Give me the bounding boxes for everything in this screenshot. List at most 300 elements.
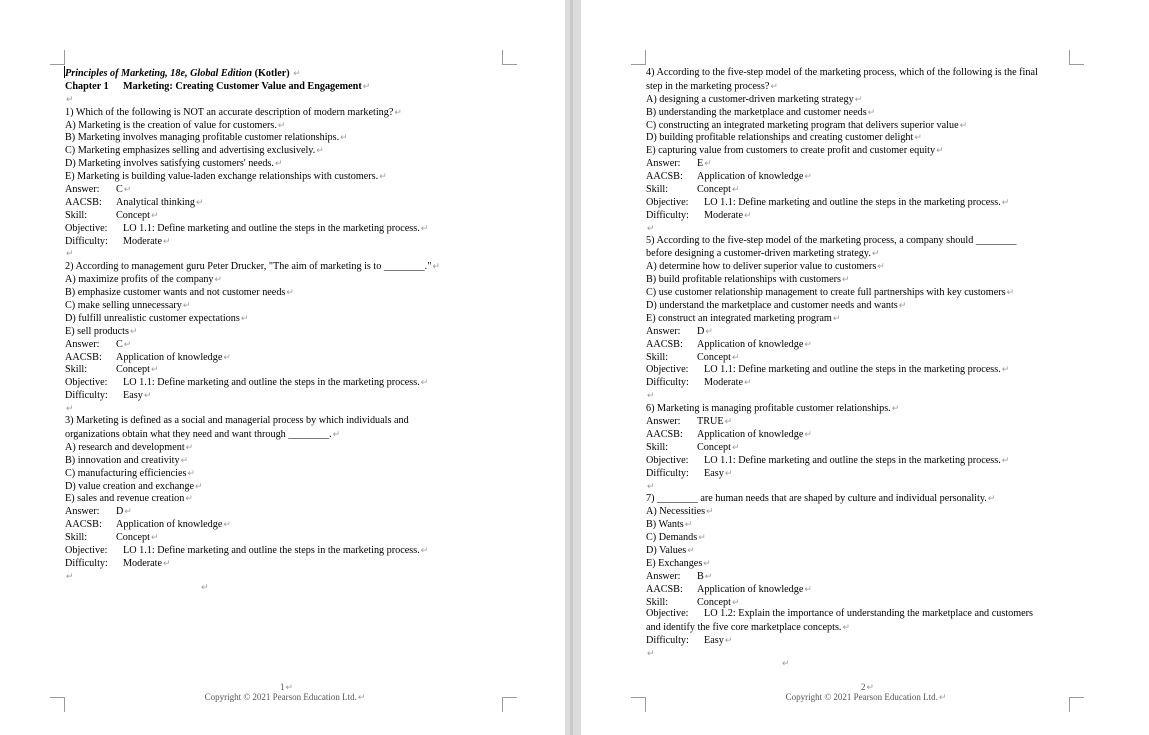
question-stem-line	[646, 235, 1081, 248]
answer-option	[646, 286, 1081, 299]
aacsb-value: Application of knowledge	[697, 583, 804, 595]
paragraph-mark: ↵	[684, 519, 693, 530]
objective-value: LO 1.1: Define marketing and outline the steps in the marketing process.	[123, 544, 420, 556]
answer-option	[65, 157, 485, 170]
paragraph-mark: ↵	[866, 682, 875, 692]
objective-line	[646, 196, 1081, 209]
objective-label: Objective:	[646, 364, 689, 376]
question-stem-text: 2) According to management guru Peter Drucker, "The aim of marketing is to ________."	[65, 261, 432, 273]
aacsb-line	[646, 583, 1081, 596]
paragraph-mark: ↵	[420, 377, 429, 388]
crop-mark-bottom-right	[1069, 697, 1084, 712]
paragraph-mark: ↵	[185, 441, 194, 452]
paragraph-mark: ↵	[150, 532, 159, 543]
difficulty-value: Easy	[704, 467, 724, 479]
paragraph-mark: ↵	[647, 648, 655, 659]
paragraph-mark: ↵	[841, 274, 850, 285]
question-stem-text: 4) According to the five-step model of the marketing process, which of the following is the final	[646, 67, 1038, 78]
skill-value: Concept	[697, 184, 731, 196]
document-page-1[interactable]	[0, 0, 565, 735]
paragraph-mark: ↵	[698, 532, 706, 543]
paragraph-mark: ↵	[223, 351, 231, 362]
paragraph-mark: ↵	[150, 364, 159, 375]
aacsb-label: AACSB:	[65, 351, 102, 363]
objective-label: Objective:	[65, 544, 108, 556]
paragraph-mark: ↵	[867, 106, 876, 117]
copyright-text: Copyright © 2021 Pearson Education Ltd.	[785, 692, 938, 702]
answer-option	[646, 260, 1081, 273]
paragraph-mark: ↵	[731, 441, 740, 452]
answer-value: D	[697, 325, 705, 337]
objective-line	[65, 376, 485, 389]
paragraph-mark: ↵	[394, 106, 402, 117]
paragraph-mark: ↵	[804, 338, 812, 349]
skill-value: Concept	[116, 364, 150, 376]
paragraph-mark: ↵	[854, 93, 863, 104]
objective-label: Objective:	[646, 608, 689, 620]
answer-option	[646, 299, 1081, 312]
question-stem-line	[65, 415, 485, 428]
answer-option-text: C) Demands	[646, 532, 698, 544]
answer-option	[65, 467, 485, 480]
paragraph-mark: ↵	[914, 132, 922, 143]
skill-label: Skill:	[646, 596, 669, 608]
paragraph-mark: ↵	[66, 93, 74, 104]
page-number-text: 2	[861, 682, 866, 692]
answer-option-text: E) sell products	[65, 325, 129, 337]
paragraph-mark: ↵	[163, 557, 171, 568]
skill-line	[65, 363, 485, 376]
answer-value: B	[697, 570, 704, 582]
paragraph-mark: ↵	[214, 274, 223, 285]
paragraph-mark: ↵	[194, 480, 203, 491]
skill-label: Skill:	[646, 351, 669, 363]
answer-option-text: C) Marketing emphasizes selling and advertising exclusively.	[65, 145, 316, 157]
empty-paragraph	[646, 222, 1081, 235]
answer-value: C	[116, 184, 123, 196]
paragraph-mark: ↵	[362, 80, 371, 91]
difficulty-line	[646, 209, 1081, 222]
aacsb-value: Application of knowledge	[697, 171, 804, 183]
paragraph-mark: ↵	[959, 119, 968, 130]
page-gutter	[565, 0, 581, 735]
paragraph-mark: ↵	[150, 209, 159, 220]
paragraph-mark: ↵	[379, 171, 387, 182]
answer-option-text: D) value creation and exchange	[65, 480, 194, 492]
paragraph-mark: ↵	[420, 544, 429, 555]
crop-mark-top-right	[502, 50, 517, 65]
empty-paragraph	[646, 480, 1081, 493]
chapter-heading	[65, 80, 485, 93]
skill-line	[646, 441, 1081, 454]
paragraph-mark: ↵	[357, 692, 366, 702]
paragraph-mark: ↵	[1001, 196, 1010, 207]
difficulty-label: Difficulty:	[65, 557, 108, 569]
difficulty-label: Difficulty:	[65, 390, 108, 402]
answer-option	[65, 119, 485, 132]
paragraph-mark: ↵	[201, 582, 209, 592]
difficulty-value: Moderate	[704, 209, 744, 221]
answer-option	[65, 144, 485, 157]
answer-option	[65, 131, 485, 144]
answer-option	[65, 299, 485, 312]
page-1-body[interactable]	[65, 67, 485, 583]
aacsb-label: AACSB:	[65, 196, 102, 208]
answer-option-text: E) Exchanges	[646, 557, 703, 569]
answer-option	[646, 106, 1081, 119]
aacsb-line	[646, 170, 1081, 183]
question-stem-line	[65, 428, 485, 441]
paragraph-mark: ↵	[706, 506, 714, 517]
answer-option-text: D) Marketing involves satisfying customers' needs.	[65, 158, 274, 170]
question-stem-text: organizations obtain what they need and want through ________.	[65, 428, 332, 440]
book-author: (Kotler)	[252, 68, 293, 79]
paragraph-mark: ↵	[1001, 454, 1010, 465]
answer-label: Answer:	[65, 184, 100, 196]
empty-paragraph	[65, 570, 485, 583]
paragraph-mark: ↵	[987, 493, 996, 504]
question-list	[65, 106, 485, 583]
aacsb-line	[65, 518, 485, 531]
answer-option	[65, 480, 485, 493]
objective-label: Objective:	[646, 196, 689, 208]
answer-option	[646, 144, 1081, 157]
answer-option-text: B) emphasize customer wants and not customer needs	[65, 287, 286, 299]
aacsb-line	[646, 338, 1081, 351]
answer-option	[65, 170, 485, 183]
answer-label: Answer:	[646, 416, 681, 428]
answer-label: Answer:	[646, 570, 681, 582]
paragraph-mark: ↵	[938, 692, 947, 702]
paragraph-mark: ↵	[285, 682, 294, 692]
paragraph-mark: ↵	[129, 325, 138, 336]
paragraph-mark: ↵	[782, 658, 790, 668]
objective-line	[646, 454, 1081, 467]
paragraph-mark: ↵	[724, 635, 733, 646]
objective-label: Objective:	[65, 222, 108, 234]
paragraph-mark: ↵	[704, 158, 712, 169]
chapter-label: Chapter 1	[65, 80, 109, 92]
difficulty-line	[65, 235, 485, 248]
answer-option-text: A) Necessities	[646, 506, 706, 518]
paragraph-mark: ↵	[804, 171, 812, 182]
aacsb-label: AACSB:	[646, 171, 683, 183]
question-stem-text: 3) Marketing is defined as a social and managerial process by which individuals and	[65, 415, 409, 427]
answer-value: E	[697, 158, 704, 170]
difficulty-label: Difficulty:	[65, 235, 108, 247]
paragraph-mark: ↵	[332, 428, 341, 439]
aacsb-value: Application of knowledge	[697, 338, 804, 350]
chapter-title: Marketing: Creating Customer Value and Engagement	[123, 80, 362, 92]
difficulty-label: Difficulty:	[646, 209, 689, 221]
paragraph-mark: ↵	[340, 132, 348, 143]
answer-value: TRUE	[697, 416, 724, 428]
paragraph-mark: ↵	[123, 184, 132, 195]
document-header	[65, 67, 485, 80]
objective-value: and identify the five core marketplace concepts.	[646, 622, 842, 634]
aacsb-value: Application of knowledge	[697, 428, 804, 440]
objective-value: LO 1.1: Define marketing and outline the steps in the marketing process.	[704, 454, 1001, 466]
answer-option-text: B) Marketing involves managing profitable customer relationships.	[65, 132, 340, 144]
answer-option-text: C) constructing an integrated marketing program that delivers superior value	[646, 119, 959, 131]
question-stem-line	[65, 106, 485, 119]
objective-value: LO 1.1: Define marketing and outline the steps in the marketing process.	[123, 377, 420, 389]
paragraph-mark: ↵	[842, 622, 850, 633]
answer-option-text: E) Marketing is building value-laden exchange relationships with customers.	[65, 171, 379, 183]
empty-paragraph	[65, 93, 485, 106]
skill-label: Skill:	[646, 441, 669, 453]
difficulty-line	[646, 467, 1081, 480]
answer-option	[65, 492, 485, 505]
skill-line	[646, 596, 1081, 609]
paragraph-mark: ↵	[898, 300, 907, 311]
paragraph-mark: ↵	[724, 416, 733, 427]
page-2-body[interactable]	[646, 67, 1081, 660]
difficulty-line	[65, 389, 485, 402]
paragraph-mark: ↵	[293, 68, 301, 78]
question-stem-line	[646, 67, 1081, 80]
crop-mark-top-left	[631, 50, 646, 65]
paragraph-mark: ↵	[1001, 364, 1010, 375]
copyright-footer	[185, 692, 385, 703]
paragraph-mark: ↵	[66, 403, 74, 414]
answer-option-text: B) Wants	[646, 519, 684, 531]
answer-option	[65, 441, 485, 454]
answer-option-text: E) sales and revenue creation	[65, 493, 185, 505]
paragraph-mark: ↵	[744, 377, 752, 388]
objective-value: LO 1.1: Define marketing and outline the steps in the marketing process.	[704, 364, 1001, 376]
section-end-mark	[781, 658, 790, 669]
answer-line	[65, 183, 485, 196]
paragraph-mark: ↵	[66, 570, 74, 581]
question-stem-text: 1) Which of the following is NOT an accurate description of modern marketing?	[65, 106, 394, 118]
skill-value: Concept	[116, 532, 150, 544]
paragraph-mark: ↵	[316, 145, 324, 156]
question-block	[65, 415, 485, 583]
paragraph-mark: ↵	[223, 519, 231, 530]
aacsb-label: AACSB:	[65, 519, 102, 531]
question-stem-text: before designing a customer-driven marketing strategy.	[646, 248, 871, 260]
skill-line	[646, 351, 1081, 364]
aacsb-value: Application of knowledge	[116, 351, 223, 363]
answer-option	[646, 93, 1081, 106]
question-block	[646, 235, 1081, 403]
section-end-mark	[200, 582, 209, 593]
objective-line	[646, 608, 1081, 621]
answer-option-text: B) innovation and creativity	[65, 454, 180, 466]
question-block	[65, 260, 485, 415]
answer-option-text: E) construct an integrated marketing program	[646, 312, 832, 324]
skill-value: Concept	[697, 351, 731, 363]
paragraph-mark: ↵	[123, 338, 132, 349]
crop-mark-bottom-right	[502, 697, 517, 712]
paragraph-mark: ↵	[647, 222, 655, 233]
copyright-footer	[766, 692, 966, 703]
paragraph-mark: ↵	[195, 196, 204, 207]
skill-line	[65, 209, 485, 222]
paragraph-mark: ↵	[143, 390, 152, 401]
answer-option	[646, 131, 1081, 144]
objective-label: Objective:	[65, 377, 108, 389]
paragraph-mark: ↵	[705, 325, 713, 336]
paragraph-mark: ↵	[744, 209, 752, 220]
answer-option	[646, 557, 1081, 570]
answer-option-text: D) fulfill unrealistic customer expectations	[65, 312, 240, 324]
paragraph-mark: ↵	[704, 570, 713, 581]
document-page-2[interactable]	[581, 0, 1149, 735]
skill-label: Skill:	[65, 364, 88, 376]
book-title: Principles of Marketing, 18e, Global Edition	[65, 68, 253, 79]
objective-value: LO 1.1: Define marketing and outline the steps in the marketing process.	[704, 196, 1001, 208]
answer-option	[646, 544, 1081, 557]
crop-mark-top-right	[1069, 50, 1084, 65]
question-stem-line	[65, 260, 485, 273]
paragraph-mark: ↵	[804, 428, 812, 439]
answer-line	[65, 338, 485, 351]
skill-value: Concept	[697, 441, 731, 453]
paragraph-mark: ↵	[286, 287, 294, 298]
gutter-divider	[570, 0, 573, 735]
question-stem-line	[646, 492, 1081, 505]
skill-label: Skill:	[65, 532, 88, 544]
question-block	[646, 67, 1081, 235]
difficulty-value: Easy	[123, 390, 143, 402]
difficulty-value: Easy	[704, 635, 724, 647]
paragraph-mark: ↵	[647, 390, 655, 401]
difficulty-label: Difficulty:	[646, 467, 689, 479]
answer-option	[646, 518, 1081, 531]
answer-option	[65, 325, 485, 338]
answer-label: Answer:	[646, 325, 681, 337]
question-stem-text: 7) ________ are human needs that are shaped by culture and individual personality.	[646, 493, 987, 505]
objective-line	[65, 222, 485, 235]
answer-value: C	[116, 338, 123, 350]
paragraph-mark: ↵	[871, 248, 880, 259]
objective-value: LO 1.2: Explain the importance of understanding the marketplace and customers	[704, 608, 1034, 620]
question-block	[65, 106, 485, 261]
answer-option-text: E) capturing value from customers to create profit and customer equity	[646, 145, 936, 157]
answer-option	[646, 119, 1081, 132]
answer-option-text: B) build profitable relationships with customers	[646, 274, 841, 286]
aacsb-line	[65, 351, 485, 364]
paragraph-mark: ↵	[187, 467, 195, 478]
empty-paragraph	[65, 402, 485, 415]
empty-paragraph	[646, 647, 1081, 660]
page-number-text: 1	[280, 682, 285, 692]
copyright-text: Copyright © 2021 Pearson Education Ltd.	[204, 692, 357, 702]
aacsb-label: AACSB:	[646, 583, 683, 595]
objective-value: LO 1.1: Define marketing and outline the steps in the marketing process.	[123, 222, 420, 234]
crop-mark-top-left	[50, 50, 65, 65]
paragraph-mark: ↵	[66, 248, 74, 259]
paragraph-mark: ↵	[832, 312, 841, 323]
answer-label: Answer:	[65, 338, 100, 350]
crop-mark-bottom-left	[631, 697, 646, 712]
question-stem-line	[646, 80, 1081, 93]
difficulty-line	[65, 557, 485, 570]
answer-option	[65, 286, 485, 299]
answer-option	[646, 312, 1081, 325]
answer-label: Answer:	[65, 506, 100, 518]
answer-option-text: B) understanding the marketplace and customer needs	[646, 106, 867, 118]
answer-option	[65, 312, 485, 325]
difficulty-value: Moderate	[704, 377, 744, 389]
paragraph-mark: ↵	[731, 184, 740, 195]
paragraph-mark: ↵	[891, 403, 900, 414]
aacsb-label: AACSB:	[646, 338, 683, 350]
crop-mark-bottom-left	[50, 697, 65, 712]
answer-option	[646, 531, 1081, 544]
question-stem-text: 6) Marketing is managing profitable customer relationships.	[646, 403, 891, 415]
paragraph-mark: ↵	[703, 557, 711, 568]
answer-option-text: C) make selling unnecessary	[65, 300, 182, 312]
answer-option-text: A) determine how to deliver superior value to customers	[646, 261, 877, 273]
answer-option	[646, 505, 1081, 518]
paragraph-mark: ↵	[124, 506, 132, 517]
question-stem-text: step in the marketing process?	[646, 80, 770, 92]
answer-option-text: D) building profitable relationships and creating customer delight	[646, 132, 914, 144]
paragraph-mark: ↵	[804, 583, 812, 594]
aacsb-value: Analytical thinking	[116, 196, 195, 208]
question-block	[646, 492, 1081, 660]
difficulty-label: Difficulty:	[646, 635, 689, 647]
answer-option	[646, 273, 1081, 286]
answer-option-text: A) maximize profits of the company	[65, 274, 214, 286]
empty-paragraph	[646, 389, 1081, 402]
paragraph-mark: ↵	[274, 158, 283, 169]
answer-option-text: A) designing a customer-driven marketing strategy	[646, 93, 854, 105]
question-stem-text: 5) According to the five-step model of the marketing process, a company should ________	[646, 234, 1017, 246]
paragraph-mark: ↵	[432, 261, 440, 272]
answer-value: D	[116, 506, 124, 518]
answer-option-text: C) use customer relationship management to create full partnerships with key customers	[646, 287, 1006, 299]
objective-line	[65, 544, 485, 557]
answer-line	[646, 415, 1081, 428]
aacsb-line	[65, 196, 485, 209]
objective-line	[646, 621, 1081, 634]
answer-option	[65, 454, 485, 467]
paragraph-mark: ↵	[420, 222, 429, 233]
skill-value: Concept	[116, 209, 150, 221]
paragraph-mark: ↵	[240, 312, 249, 323]
paragraph-mark: ↵	[277, 119, 286, 130]
answer-option-text: A) research and development	[65, 441, 185, 453]
paragraph-mark: ↵	[687, 544, 695, 555]
paragraph-mark: ↵	[163, 235, 171, 246]
difficulty-value: Moderate	[123, 235, 163, 247]
skill-line	[646, 183, 1081, 196]
question-list	[646, 67, 1081, 660]
difficulty-value: Moderate	[123, 557, 163, 569]
objective-label: Objective:	[646, 454, 689, 466]
paragraph-mark: ↵	[936, 145, 944, 156]
question-stem-line	[646, 247, 1081, 260]
paragraph-mark: ↵	[731, 596, 740, 607]
difficulty-label: Difficulty:	[646, 377, 689, 389]
aacsb-label: AACSB:	[646, 428, 683, 440]
answer-option-text: A) Marketing is the creation of value for customers.	[65, 119, 277, 131]
difficulty-line	[646, 634, 1081, 647]
paragraph-mark: ↵	[185, 493, 193, 504]
difficulty-line	[646, 376, 1081, 389]
answer-option-text: C) manufacturing efficiencies	[65, 467, 187, 479]
question-block	[646, 402, 1081, 492]
paragraph-mark: ↵	[770, 80, 778, 91]
answer-line	[65, 505, 485, 518]
answer-option-text: D) understand the marketplace and customer needs and wants	[646, 300, 898, 312]
paragraph-mark: ↵	[647, 480, 655, 491]
answer-line	[646, 157, 1081, 170]
